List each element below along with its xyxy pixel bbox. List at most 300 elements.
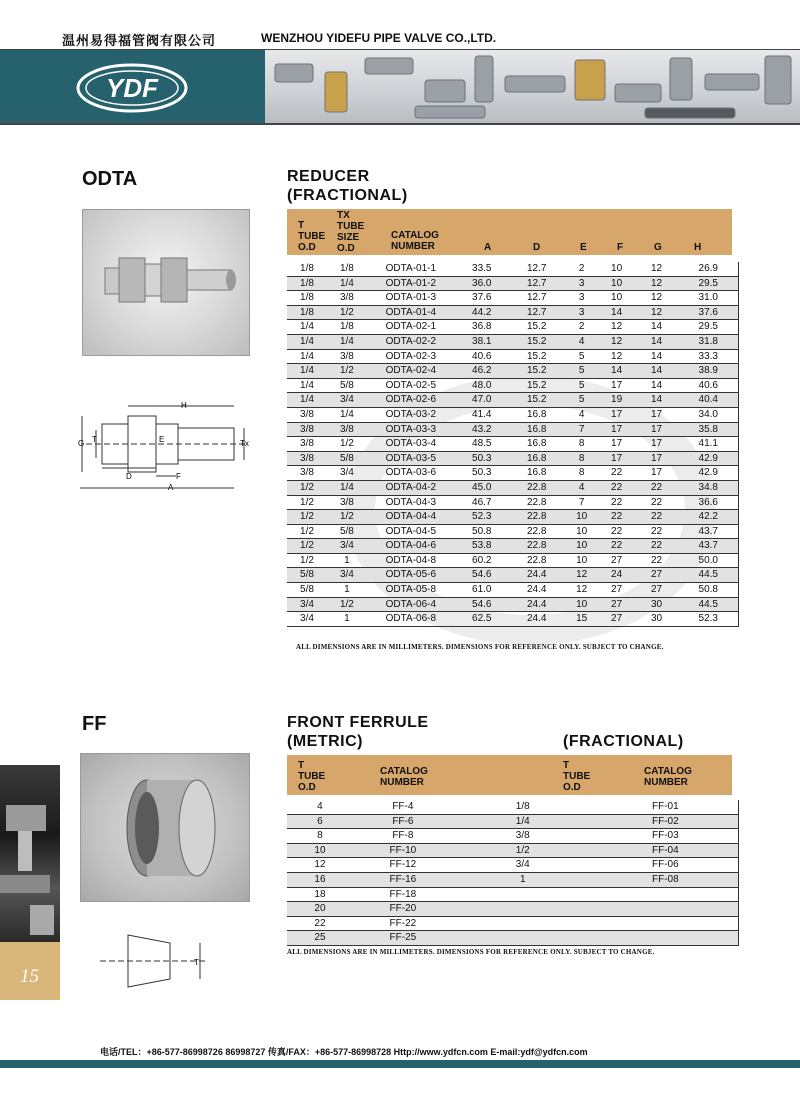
- odta-table-cell: 15.2: [509, 334, 565, 349]
- odta-table-cell: 34.0: [679, 407, 739, 422]
- odta-table-cell: 22: [599, 510, 635, 525]
- ff-table-body: [287, 800, 739, 945]
- ff-table-cell: FF-6: [353, 814, 453, 829]
- odta-table-cell: 4: [565, 407, 599, 422]
- ff-table-cell: [593, 916, 739, 931]
- odta-table-cell: 1/2: [327, 510, 367, 525]
- odta-table-row: [287, 349, 739, 364]
- ff-table-row: [287, 887, 739, 902]
- odta-table-cell: 1/8: [287, 291, 327, 306]
- odta-table-cell: 16.8: [509, 407, 565, 422]
- odta-table-cell: ODTA-02-4: [367, 364, 455, 379]
- odta-table-row: [287, 305, 739, 320]
- odta-table-cell: 5: [565, 393, 599, 408]
- odta-table-cell: 7: [565, 495, 599, 510]
- odta-table-cell: 1/2: [327, 305, 367, 320]
- odta-table-cell: 48.0: [455, 378, 509, 393]
- odta-col-t: [298, 220, 325, 253]
- odta-table: [287, 262, 739, 627]
- ff-table-header: [287, 755, 732, 795]
- odta-table-cell: 22: [599, 524, 635, 539]
- odta-table-cell: 3/4: [327, 393, 367, 408]
- ff-table-cell: 16: [287, 872, 353, 887]
- odta-table-cell: ODTA-02-6: [367, 393, 455, 408]
- ff-col-t-metric-line2: TUBE: [298, 771, 326, 782]
- odta-table-cell: 24.4: [509, 612, 565, 627]
- ff-table-row: [287, 931, 739, 946]
- odta-table-cell: 3/8: [287, 407, 327, 422]
- odta-table-cell: 1/2: [287, 553, 327, 568]
- odta-col-tx-line1: TX: [337, 210, 350, 221]
- ff-table-cell: FF-03: [593, 829, 739, 844]
- odta-table-cell: 33.3: [679, 349, 739, 364]
- odta-table-cell: 31.0: [679, 291, 739, 306]
- odta-table-cell: 22: [635, 539, 679, 554]
- odta-table-cell: 48.5: [455, 437, 509, 452]
- valve-image: [0, 765, 60, 942]
- ff-table-cell: 1/2: [453, 843, 593, 858]
- ff-table-cell: 1/4: [453, 814, 593, 829]
- odta-table-cell: 3/8: [327, 422, 367, 437]
- banner-rule: [0, 123, 800, 125]
- odta-table-cell: 10: [565, 539, 599, 554]
- ff-table: [287, 800, 739, 946]
- odta-table-cell: 3: [565, 305, 599, 320]
- ff-table-cell: 22: [287, 916, 353, 931]
- odta-table-cell: 36.8: [455, 320, 509, 335]
- odta-table-cell: 14: [599, 305, 635, 320]
- odta-title: [287, 167, 408, 205]
- dim-label-t: T: [92, 435, 97, 444]
- odta-table-cell: 12: [635, 262, 679, 276]
- odta-table-cell: 16.8: [509, 422, 565, 437]
- odta-table-cell: 36.0: [455, 276, 509, 291]
- odta-table-cell: 17: [599, 378, 635, 393]
- odta-table-cell: ODTA-02-2: [367, 334, 455, 349]
- odta-table-cell: 1/2: [327, 437, 367, 452]
- odta-table-cell: 1/8: [287, 262, 327, 276]
- odta-table-cell: 1/8: [327, 262, 367, 276]
- odta-table-cell: 22.8: [509, 553, 565, 568]
- odta-table-cell: 22.8: [509, 524, 565, 539]
- odta-table-cell: 42.9: [679, 451, 739, 466]
- odta-table-cell: 5/8: [327, 451, 367, 466]
- ff-table-cell: [453, 916, 593, 931]
- odta-table-cell: 24: [599, 568, 635, 583]
- dim-label-d: D: [126, 472, 132, 481]
- fittings-photo: [265, 50, 800, 123]
- odta-table-cell: 16.8: [509, 466, 565, 481]
- odta-table-cell: 22: [599, 495, 635, 510]
- ff-table-cell: 4: [287, 800, 353, 814]
- ff-col-catalog-fractional-line1: CATALOG: [644, 766, 692, 777]
- odta-table-row: [287, 597, 739, 612]
- ff-table-cell: FF-4: [353, 800, 453, 814]
- odta-table-cell: ODTA-04-8: [367, 553, 455, 568]
- odta-table-cell: ODTA-06-4: [367, 597, 455, 612]
- odta-table-cell: 46.2: [455, 364, 509, 379]
- logo-block: [0, 50, 265, 123]
- ff-col-t-metric-line1: T: [298, 760, 305, 771]
- ff-code: FF: [82, 713, 107, 735]
- odta-table-cell: ODTA-03-4: [367, 437, 455, 452]
- ff-col-catalog-metric-line2: NUMBER: [380, 777, 424, 788]
- odta-table-cell: 5/8: [287, 583, 327, 598]
- odta-col-t-line3: O.D: [298, 242, 316, 253]
- odta-table-cell: 1/4: [287, 378, 327, 393]
- odta-table-cell: 43.2: [455, 422, 509, 437]
- odta-title-line1: REDUCER: [287, 168, 370, 185]
- odta-col-a: A: [484, 242, 492, 253]
- odta-table-row: [287, 583, 739, 598]
- odta-table-cell: 27: [599, 583, 635, 598]
- ff-table-cell: FF-01: [593, 800, 739, 814]
- odta-table-row: [287, 364, 739, 379]
- odta-table-cell: 3/8: [327, 495, 367, 510]
- odta-table-cell: 3/4: [287, 612, 327, 627]
- odta-table-row: [287, 262, 739, 276]
- odta-table-cell: 22: [635, 480, 679, 495]
- odta-table-cell: 44.5: [679, 568, 739, 583]
- odta-table-cell: 14: [635, 378, 679, 393]
- odta-table-cell: 8: [565, 466, 599, 481]
- ff-table-cell: 3/4: [453, 858, 593, 873]
- odta-table-cell: 38.1: [455, 334, 509, 349]
- odta-table-cell: ODTA-01-2: [367, 276, 455, 291]
- odta-table-cell: 27: [635, 583, 679, 598]
- odta-table-cell: 35.8: [679, 422, 739, 437]
- odta-table-cell: 43.7: [679, 524, 739, 539]
- odta-table-cell: ODTA-02-5: [367, 378, 455, 393]
- odta-table-cell: 12.7: [509, 305, 565, 320]
- odta-table-cell: 16.8: [509, 437, 565, 452]
- odta-table-row: [287, 378, 739, 393]
- odta-table-cell: 40.6: [455, 349, 509, 364]
- odta-table-cell: 44.5: [679, 597, 739, 612]
- odta-table-cell: 3/8: [287, 422, 327, 437]
- odta-col-h: H: [694, 242, 702, 253]
- odta-table-cell: 1/2: [287, 480, 327, 495]
- company-name-cn: 温州易得福管阀有限公司: [62, 33, 217, 48]
- odta-note: ALL DIMENSIONS ARE IN MILLIMETERS. DIMENSIONS FOR REFERENCE ONLY. SUBJECT TO CHANGE.: [296, 643, 664, 651]
- ff-table-row: [287, 843, 739, 858]
- odta-table-cell: 42.2: [679, 510, 739, 525]
- odta-table-cell: 1/4: [287, 364, 327, 379]
- ff-table-cell: FF-08: [593, 872, 739, 887]
- odta-table-row: [287, 568, 739, 583]
- odta-table-row: [287, 539, 739, 554]
- odta-table-row: [287, 407, 739, 422]
- odta-table-cell: 22.8: [509, 510, 565, 525]
- odta-table-cell: 22: [635, 510, 679, 525]
- odta-table-cell: 5/8: [327, 524, 367, 539]
- odta-table-body: [287, 262, 739, 626]
- odta-table-cell: 30: [635, 597, 679, 612]
- ff-table-cell: FF-20: [353, 902, 453, 917]
- odta-table-cell: 14: [635, 349, 679, 364]
- dim-label-e: E: [159, 435, 165, 444]
- odta-table-cell: 15: [565, 612, 599, 627]
- ff-table-row: [287, 829, 739, 844]
- odta-table-cell: 5: [565, 364, 599, 379]
- odta-table-cell: 1/4: [287, 393, 327, 408]
- ff-technical-drawing: [100, 925, 210, 997]
- odta-table-cell: 10: [599, 291, 635, 306]
- odta-table-cell: 15.2: [509, 349, 565, 364]
- company-name-en: WENZHOU YIDEFU PIPE VALVE CO.,LTD.: [261, 31, 497, 45]
- odta-table-cell: 3/8: [287, 451, 327, 466]
- odta-table-cell: ODTA-04-3: [367, 495, 455, 510]
- odta-col-catalog-line2: NUMBER: [391, 241, 435, 252]
- odta-table-cell: 3: [565, 291, 599, 306]
- odta-table-cell: 22: [599, 539, 635, 554]
- ff-table-cell: 3/8: [453, 829, 593, 844]
- odta-table-cell: 14: [635, 334, 679, 349]
- odta-table-row: [287, 553, 739, 568]
- odta-table-cell: 17: [635, 437, 679, 452]
- odta-table-cell: 10: [565, 524, 599, 539]
- odta-table-row: [287, 466, 739, 481]
- odta-table-cell: 22: [635, 495, 679, 510]
- odta-table-cell: 1: [327, 553, 367, 568]
- odta-table-cell: 29.5: [679, 276, 739, 291]
- ff-table-cell: 10: [287, 843, 353, 858]
- ff-table-cell: [453, 902, 593, 917]
- odta-table-row: [287, 276, 739, 291]
- odta-table-cell: 15.2: [509, 378, 565, 393]
- odta-table-cell: 22.8: [509, 539, 565, 554]
- odta-table-cell: 37.6: [679, 305, 739, 320]
- odta-table-cell: 37.6: [455, 291, 509, 306]
- ff-table-cell: FF-25: [353, 931, 453, 946]
- odta-table-cell: 22: [635, 553, 679, 568]
- ff-title-fractional: (FRACTIONAL): [563, 733, 684, 750]
- odta-table-cell: 3/4: [327, 568, 367, 583]
- ff-table-cell: [453, 931, 593, 946]
- odta-table-cell: 43.7: [679, 539, 739, 554]
- ff-col-catalog-fractional-line2: NUMBER: [644, 777, 688, 788]
- odta-table-cell: 10: [599, 262, 635, 276]
- odta-table-cell: ODTA-01-3: [367, 291, 455, 306]
- odta-table-cell: 4: [565, 480, 599, 495]
- odta-table-cell: 17: [635, 422, 679, 437]
- odta-table-cell: 44.2: [455, 305, 509, 320]
- odta-table-cell: 17: [635, 466, 679, 481]
- odta-table-cell: 1/4: [327, 276, 367, 291]
- ff-note: ALL DIMENSIONS ARE IN MILLIMETERS. DIMENSIONS FOR REFERENCE ONLY. SUBJECT TO CHANGE.: [287, 948, 655, 956]
- odta-col-tx: [337, 210, 364, 254]
- odta-table-cell: 40.6: [679, 378, 739, 393]
- odta-table-cell: 1/2: [287, 524, 327, 539]
- odta-table-cell: 17: [599, 451, 635, 466]
- ff-table-cell: FF-02: [593, 814, 739, 829]
- odta-table-cell: 12.7: [509, 291, 565, 306]
- ff-col-catalog-metric: [380, 766, 428, 788]
- ff-table-cell: 25: [287, 931, 353, 946]
- odta-table-cell: 41.4: [455, 407, 509, 422]
- ff-col-catalog-fractional: [644, 766, 692, 788]
- odta-table-cell: 22.8: [509, 480, 565, 495]
- odta-table-cell: 50.3: [455, 466, 509, 481]
- odta-table-cell: 4: [565, 334, 599, 349]
- odta-table-cell: ODTA-03-6: [367, 466, 455, 481]
- odta-table-cell: 5: [565, 378, 599, 393]
- odta-col-t-line2: TUBE: [298, 231, 326, 242]
- odta-table-cell: 50.0: [679, 553, 739, 568]
- odta-table-cell: 3: [565, 276, 599, 291]
- ff-table-cell: 6: [287, 814, 353, 829]
- ff-table-cell: FF-06: [593, 858, 739, 873]
- odta-table-cell: ODTA-02-1: [367, 320, 455, 335]
- ff-dim-label-t: T: [194, 958, 199, 967]
- odta-table-cell: ODTA-03-5: [367, 451, 455, 466]
- odta-table-cell: 1/2: [327, 364, 367, 379]
- odta-table-cell: 5: [565, 349, 599, 364]
- odta-table-cell: 54.6: [455, 597, 509, 612]
- dim-label-h: H: [181, 401, 187, 410]
- odta-table-row: [287, 524, 739, 539]
- odta-col-tx-line2: TUBE: [337, 221, 365, 232]
- odta-table-cell: 61.0: [455, 583, 509, 598]
- odta-table-cell: 12: [565, 568, 599, 583]
- odta-col-t-line1: T: [298, 220, 305, 231]
- odta-table-cell: 46.7: [455, 495, 509, 510]
- odta-table-cell: 1/2: [287, 495, 327, 510]
- odta-table-cell: 30: [635, 612, 679, 627]
- odta-table-cell: 12: [599, 349, 635, 364]
- odta-table-cell: 22.8: [509, 495, 565, 510]
- odta-table-cell: 1/8: [327, 320, 367, 335]
- odta-table-row: [287, 495, 739, 510]
- odta-table-cell: ODTA-04-6: [367, 539, 455, 554]
- dim-label-g: G: [78, 439, 85, 448]
- ff-table-cell: 8: [287, 829, 353, 844]
- odta-table-cell: 12.7: [509, 262, 565, 276]
- odta-table-cell: 52.3: [679, 612, 739, 627]
- odta-table-cell: 3/8: [327, 349, 367, 364]
- odta-table-cell: ODTA-01-4: [367, 305, 455, 320]
- odta-table-cell: 47.0: [455, 393, 509, 408]
- odta-table-cell: 24.4: [509, 583, 565, 598]
- odta-table-cell: 14: [635, 393, 679, 408]
- ff-product-photo: [80, 753, 250, 902]
- odta-table-cell: ODTA-06-8: [367, 612, 455, 627]
- side-valve-photo: [0, 765, 60, 942]
- odta-table-cell: ODTA-03-3: [367, 422, 455, 437]
- ff-table-row: [287, 858, 739, 873]
- odta-table-cell: 53.8: [455, 539, 509, 554]
- odta-table-cell: 12: [599, 320, 635, 335]
- odta-table-cell: 1: [327, 583, 367, 598]
- ff-table-cell: FF-12: [353, 858, 453, 873]
- odta-table-cell: 14: [635, 320, 679, 335]
- odta-table-cell: 24.4: [509, 597, 565, 612]
- odta-table-row: [287, 320, 739, 335]
- odta-table-cell: 50.8: [679, 583, 739, 598]
- odta-table-cell: 1: [327, 612, 367, 627]
- odta-col-f: F: [617, 242, 624, 253]
- odta-table-cell: 3/8: [287, 437, 327, 452]
- odta-table-row: [287, 480, 739, 495]
- odta-table-cell: 41.1: [679, 437, 739, 452]
- odta-table-cell: 17: [635, 407, 679, 422]
- ff-table-cell: [453, 887, 593, 902]
- ff-table-cell: 1/8: [453, 800, 593, 814]
- odta-table-cell: 17: [599, 407, 635, 422]
- odta-table-cell: 15.2: [509, 393, 565, 408]
- odta-table-cell: 17: [599, 422, 635, 437]
- ff-table-row: [287, 814, 739, 829]
- ydf-logo: [0, 50, 265, 123]
- odta-col-catalog-line1: CATALOG: [391, 230, 439, 241]
- odta-table-cell: 10: [565, 597, 599, 612]
- odta-table-row: [287, 291, 739, 306]
- odta-code: ODTA: [82, 168, 138, 190]
- odta-col-e: E: [580, 242, 587, 253]
- odta-table-cell: 10: [565, 510, 599, 525]
- ff-table-row: [287, 872, 739, 887]
- odta-table-cell: 10: [599, 276, 635, 291]
- odta-table-row: [287, 437, 739, 452]
- odta-table-cell: 26.9: [679, 262, 739, 276]
- odta-table-cell: 8: [565, 451, 599, 466]
- ff-table-cell: FF-16: [353, 872, 453, 887]
- ff-table-cell: 18: [287, 887, 353, 902]
- ff-table-row: [287, 916, 739, 931]
- odta-table-cell: 3/8: [327, 291, 367, 306]
- ff-col-t-fractional: [563, 760, 590, 793]
- ff-table-cell: 12: [287, 858, 353, 873]
- odta-table-cell: 31.8: [679, 334, 739, 349]
- odta-table-cell: 27: [599, 597, 635, 612]
- odta-table-cell: 17: [635, 451, 679, 466]
- odta-table-cell: 2: [565, 320, 599, 335]
- ff-col-t-fractional-line2: TUBE: [563, 771, 591, 782]
- logo-text: YDF: [106, 73, 158, 103]
- ff-title-line2: (METRIC): [287, 733, 363, 750]
- ff-table-cell: [593, 887, 739, 902]
- odta-table-cell: 3/4: [327, 466, 367, 481]
- odta-table-cell: 1/2: [287, 539, 327, 554]
- ff-table-cell: FF-22: [353, 916, 453, 931]
- odta-table-cell: 1/4: [287, 349, 327, 364]
- ff-col-catalog-metric-line1: CATALOG: [380, 766, 428, 777]
- odta-table-cell: ODTA-04-4: [367, 510, 455, 525]
- odta-table-cell: 1/4: [287, 334, 327, 349]
- odta-table-cell: 15.2: [509, 320, 565, 335]
- odta-table-cell: 7: [565, 422, 599, 437]
- odta-table-cell: 33.5: [455, 262, 509, 276]
- odta-table-cell: 14: [599, 364, 635, 379]
- odta-table-cell: 24.4: [509, 568, 565, 583]
- odta-table-cell: 40.4: [679, 393, 739, 408]
- odta-table-cell: 27: [635, 568, 679, 583]
- odta-table-cell: 12.7: [509, 276, 565, 291]
- odta-table-cell: 8: [565, 437, 599, 452]
- ff-table-cell: FF-8: [353, 829, 453, 844]
- odta-table-cell: 1/8: [287, 305, 327, 320]
- ff-table-row: [287, 800, 739, 814]
- odta-table-cell: 1/4: [287, 320, 327, 335]
- odta-col-tx-line4: O.D: [337, 243, 355, 254]
- odta-table-cell: 45.0: [455, 480, 509, 495]
- odta-col-g: G: [654, 242, 662, 253]
- ferrule-image: [81, 754, 249, 901]
- ff-title: [287, 713, 429, 751]
- odta-table-cell: 12: [599, 334, 635, 349]
- ff-col-t-fractional-line3: O.D: [563, 782, 581, 793]
- odta-table-cell: 19: [599, 393, 635, 408]
